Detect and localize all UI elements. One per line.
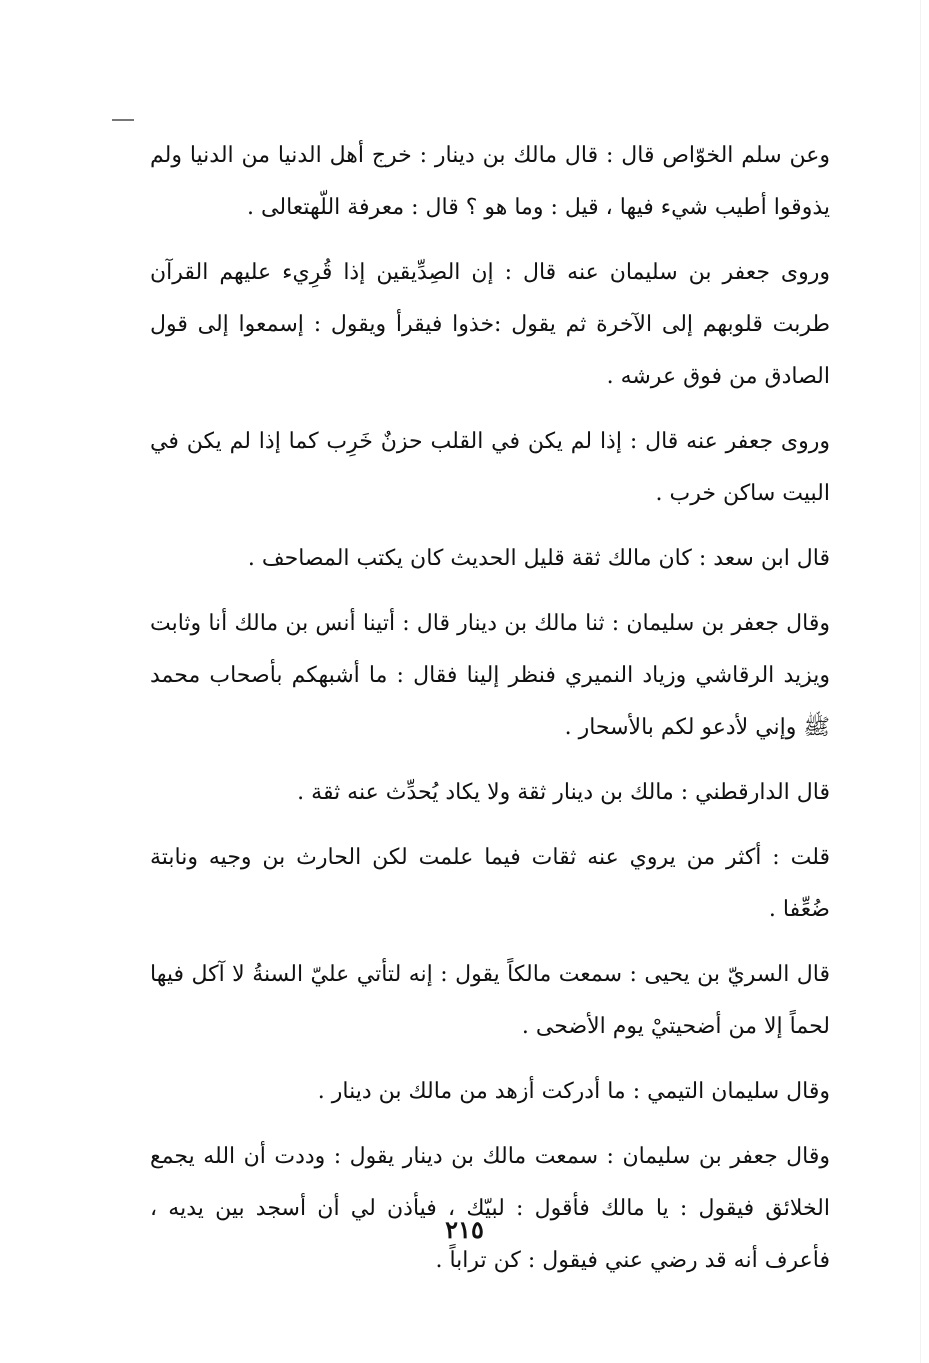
paragraph-8: قال السريّ بن يحيى : سمعت مالكاً يقول : إنه لتأتي عليّ السنةُ لا آكل فيها لحماً إلا من أضحيتيْ يوم الأضحى . — [150, 962, 830, 1039]
paragraph-3: وروى جعفر عنه قال : إذا لم يكن في القلب حزنٌ خَرِب كما إذا لم يكن في البيت ساكن خرب . — [150, 429, 830, 506]
paragraph-1: وعن سلم الخوّاص قال : قال مالك بن دينار : خرج أهل الدنيا من الدنيا ولم يذوقوا أطيب شيء فيها ، قيل : وما هو ؟ قال : معرفة اللّهتعالى . — [150, 143, 830, 220]
body-text — [150, 130, 830, 1287]
paragraph-7: قلت : أكثر من يروي عنه ثقات فيما علمت لكن الحارث بن وجيه ونابتة ضُعِّفا . — [150, 845, 830, 922]
page-number: ٢١٥ — [445, 1215, 484, 1244]
paragraph-6: قال الدارقطني : مالك بن دينار ثقة ولا يكاد يُحدِّث عنه ثقة . — [297, 780, 830, 805]
paragraph-10: وقال جعفر بن سليمان : سمعت مالك بن دينار يقول : وددت أن الله يجمع الخلائق فيقول : يا مالك فأقول : لبيّك ، فيأذن لي أن أسجد بين يديه ، فأعرف أنه قد رضي عني فيقول : كن تراباً . — [150, 1144, 830, 1273]
scan-edge-line — [920, 0, 921, 1363]
paragraph-9: وقال سليمان التيمي : ما أدركت أزهد من مالك بن دينار . — [317, 1079, 830, 1104]
paragraph-4: قال ابن سعد : كان مالك ثقة قليل الحديث كان يكتب المصاحف . — [247, 546, 830, 571]
margin-mark — [112, 119, 134, 121]
paragraph-5: وقال جعفر بن سليمان : ثنا مالك بن دينار قال : أتينا أنس بن مالك أنا وثابت ويزيد الرقاشي وزياد النميري فنظر إلينا فقال : ما أشبهكم بأصحاب محمد ﷺ وإني لأدعو لكم بالأسحار . — [150, 611, 830, 740]
paragraph-2: وروى جعفر بن سليمان عنه قال : إن الصِدِّيقين إذا قُرِيء عليهم القرآن طربت قلوبهم إلى الآخرة ثم يقول :خذوا فيقرأ ويقول : إسمعوا إلى قول الصادق من فوق عرشه . — [150, 260, 830, 389]
